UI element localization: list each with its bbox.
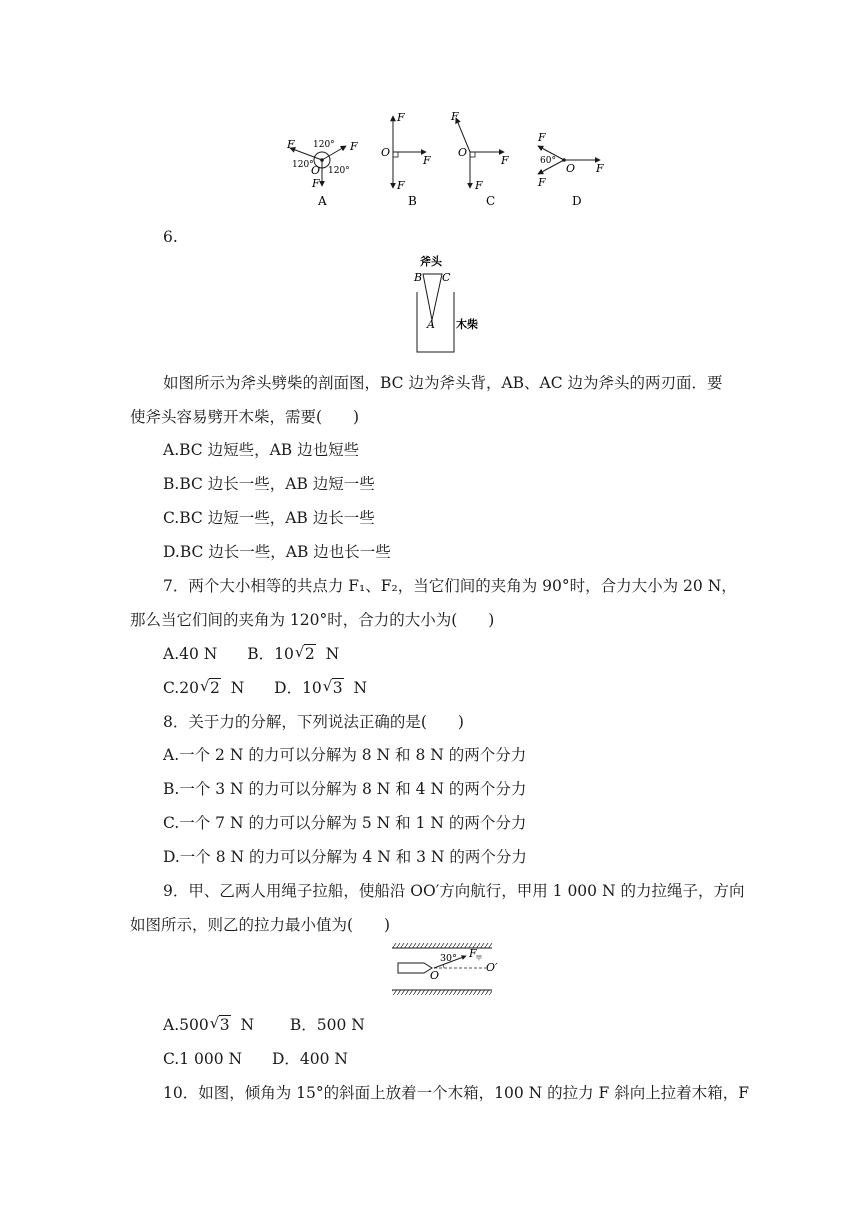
svg-text:F: F: [538, 176, 546, 189]
svg-text:F: F: [423, 154, 431, 167]
boat-rope-figure: [390, 940, 498, 998]
question-9-options-ab: [163, 1015, 365, 1035]
question-8-option-c: C.一个 7 N 的力可以分解为 5 N 和 1 N 的两个分力: [163, 814, 527, 832]
q7-option-b: B．10√ 2 N: [247, 645, 339, 663]
q9-option-c: C.1 000 N: [163, 1050, 243, 1068]
svg-text:30°: 30°: [440, 953, 457, 964]
diagram-a: [286, 138, 358, 208]
svg-text:F: F: [596, 162, 604, 175]
svg-text:木柴: 木柴: [456, 318, 478, 331]
q9-option-b: B．500 N: [289, 1016, 365, 1034]
svg-text:斧头: 斧头: [420, 255, 442, 268]
force-diagrams-figure: [280, 108, 620, 212]
svg-text:60°: 60°: [540, 156, 556, 166]
question-6-option-a: A.BC 边短些，AB 边也短些: [163, 441, 360, 459]
svg-text:F: F: [312, 177, 320, 190]
svg-text:甲: 甲: [476, 955, 483, 962]
question-7-stem-line-1: 7．两个大小相等的共点力 F₁、F₂，当它们间的夹角为 90°时，合力大小为 20 N，: [163, 577, 737, 595]
axe-wood-figure: [390, 254, 480, 356]
question-9-stem-line-1: 9．甲、乙两人用绳子拉船，使船沿 OO′方向航行，甲用 1 000 N 的力拉绳子，方向: [163, 882, 745, 900]
svg-text:120°: 120°: [328, 166, 350, 176]
svg-text:O: O: [430, 969, 440, 982]
q9-option-d: D．400 N: [271, 1050, 348, 1068]
svg-text:120°: 120°: [292, 160, 314, 170]
svg-text:120°: 120°: [313, 140, 335, 150]
svg-text:F: F: [397, 111, 405, 124]
question-9-stem-line-2: 如图所示，则乙的拉力最小值为( ): [130, 916, 391, 934]
svg-text:A: A: [318, 194, 327, 208]
svg-text:F: F: [287, 138, 295, 151]
svg-text:F: F: [501, 154, 509, 167]
svg-text:F: F: [451, 110, 459, 123]
question-8-option-b: B.一个 3 N 的力可以分解为 8 N 和 4 N 的两个分力: [163, 780, 527, 798]
svg-text:O: O: [381, 146, 391, 159]
question-6-number: 6.: [163, 228, 178, 246]
question-10-stem-line-1: 10．如图，倾角为 15°的斜面上放着一个木箱，100 N 的拉力 F 斜向上拉着木箱，F: [163, 1084, 749, 1102]
question-6-option-c: C.BC 边短一些，AB 边长一些: [163, 509, 375, 527]
q7-option-c: C.20√ 2 N: [163, 679, 244, 697]
q9-option-a: A.500√ 3 N: [163, 1016, 254, 1034]
diagram-b: [381, 111, 431, 208]
svg-text:O′: O′: [486, 961, 498, 974]
svg-text:A: A: [427, 318, 435, 331]
question-7-options-ab: [163, 644, 339, 664]
svg-text:D: D: [572, 194, 582, 208]
svg-text:C: C: [486, 194, 496, 208]
svg-text:O: O: [458, 146, 468, 159]
svg-text:C: C: [442, 271, 451, 284]
svg-text:O: O: [566, 162, 576, 175]
question-7-stem-line-2: 那么当它们间的夹角为 120°时，合力的大小为( ): [130, 611, 495, 629]
svg-text:B: B: [408, 194, 417, 208]
question-8-option-a: A.一个 2 N 的力可以分解为 8 N 和 8 N 的两个分力: [163, 746, 527, 764]
question-8-stem: 8．关于力的分解，下列说法正确的是( ): [163, 713, 464, 731]
q7-option-a: A.40 N: [163, 645, 218, 663]
question-6-option-d: D.BC 边长一些，AB 边也长一些: [163, 543, 391, 561]
svg-text:F: F: [475, 179, 483, 192]
q7-option-d: D．10√ 3 N: [274, 679, 367, 697]
question-8-option-d: D.一个 8 N 的力可以分解为 4 N 和 3 N 的两个分力: [163, 848, 527, 866]
diagram-d: [537, 131, 604, 208]
svg-text:O: O: [311, 164, 321, 177]
svg-text:F: F: [469, 947, 477, 960]
question-6-stem-line-2: 使斧头容易劈开木柴，需要( ): [130, 408, 360, 426]
svg-text:F: F: [397, 179, 405, 192]
question-6-stem-line-1: 如图所示为斧头劈柴的剖面图，BC 边为斧头背，AB、AC 边为斧头的两刃面．要: [163, 374, 723, 392]
svg-text:B: B: [414, 271, 423, 284]
question-7-options-cd: [163, 678, 367, 698]
question-6-option-b: B.BC 边长一些，AB 边短一些: [163, 475, 375, 493]
svg-text:F: F: [350, 140, 358, 153]
svg-text:F: F: [538, 131, 546, 144]
diagram-c: [450, 110, 509, 208]
question-9-options-cd: [163, 1049, 348, 1069]
